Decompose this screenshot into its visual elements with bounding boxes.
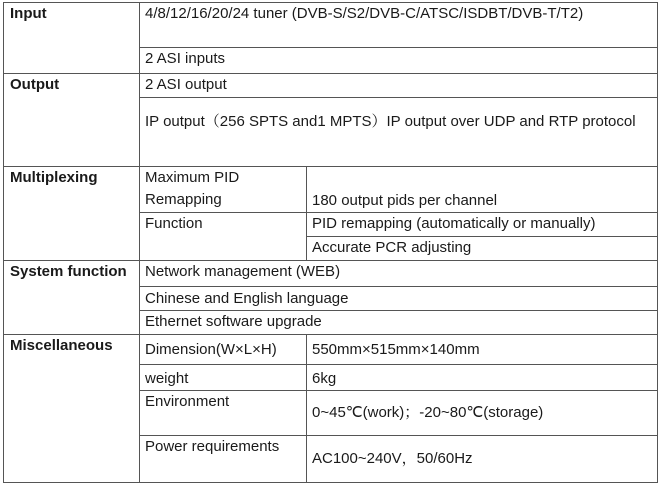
- weight-value: 6kg: [307, 365, 658, 391]
- function-label: Function: [140, 213, 307, 261]
- table-row: [4, 261, 658, 287]
- function-value-remap: PID remapping (automatically or manually): [307, 213, 658, 237]
- section-label-output: Output: [4, 74, 140, 167]
- max-pid-label: Maximum PID Remapping: [140, 167, 307, 213]
- table-row: [4, 335, 658, 365]
- weight-label: weight: [140, 365, 307, 391]
- dimension-value: 550mm×515mm×140mm: [307, 335, 658, 365]
- function-value-pcr: Accurate PCR adjusting: [307, 237, 658, 261]
- section-label-multiplexing: Multiplexing: [4, 167, 140, 261]
- output-asi: 2 ASI output: [140, 74, 658, 98]
- system-language: Chinese and English language: [140, 287, 658, 311]
- output-ip: IP output（256 SPTS and1 MPTS）IP output over UDP and RTP protocol: [140, 98, 658, 167]
- section-label-system: System function: [4, 261, 140, 335]
- table-row: [4, 3, 658, 48]
- environment-value: 0~45℃(work)；-20~80℃(storage): [307, 391, 658, 436]
- system-web: Network management (WEB): [140, 261, 658, 287]
- max-pid-value: 180 output pids per channel: [307, 167, 658, 213]
- environment-label: Environment: [140, 391, 307, 436]
- power-value: AC100~240V，50/60Hz: [307, 436, 658, 483]
- table-row: [4, 74, 658, 98]
- table-row: [4, 167, 658, 213]
- section-label-input: Input: [4, 3, 140, 74]
- section-label-misc: Miscellaneous: [4, 335, 140, 483]
- system-upgrade: Ethernet software upgrade: [140, 311, 658, 335]
- spec-table: [3, 2, 658, 483]
- power-label: Power requirements: [140, 436, 307, 483]
- dimension-label: Dimension(W×L×H): [140, 335, 307, 365]
- input-asi: 2 ASI inputs: [140, 48, 658, 74]
- input-tuner: 4/8/12/16/20/24 tuner (DVB-S/S2/DVB-C/ATSC/ISDBT/DVB-T/T2): [140, 3, 658, 48]
